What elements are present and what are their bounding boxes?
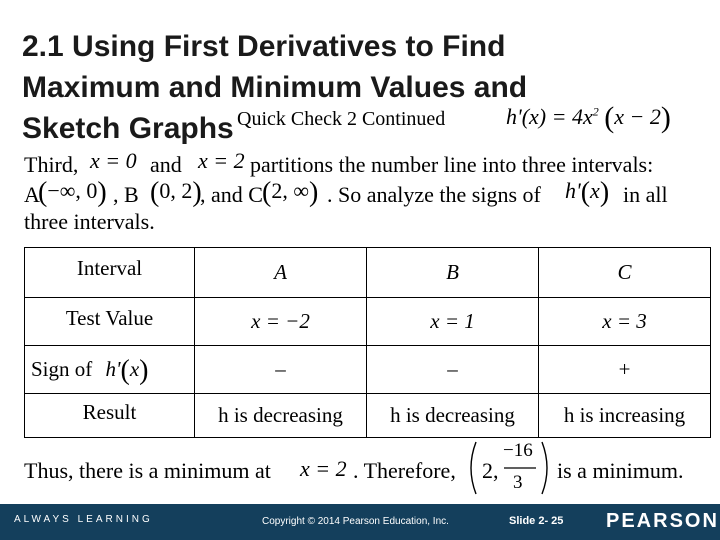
math-h-prime: h' bbox=[565, 178, 581, 203]
row-label-result: Result bbox=[25, 394, 195, 438]
table-row-sign bbox=[25, 346, 711, 394]
cell-result-a: h is decreasing bbox=[195, 394, 367, 438]
derivative-lhs: h'(x) = 4x bbox=[506, 104, 593, 129]
row-label-test-value: Test Value bbox=[25, 298, 195, 346]
cell-test-a: x = −2 bbox=[195, 298, 367, 346]
conclusion-thus: Thus, there is a minimum at bbox=[24, 458, 271, 483]
row-label-x: x bbox=[129, 357, 140, 381]
interval-c-value: 2, ∞ bbox=[271, 178, 310, 203]
conclusion-therefore: . Therefore, bbox=[353, 458, 456, 483]
cell-test-b: x = 1 bbox=[367, 298, 539, 346]
cell-interval-a: A bbox=[195, 248, 367, 298]
conclusion-is-a-minimum: is a minimum. bbox=[557, 458, 684, 483]
row-label-h-prime: h' bbox=[105, 357, 121, 381]
para-partitions: partitions the number line into three intervals: bbox=[250, 152, 654, 177]
interval-c: (2, ∞) bbox=[262, 177, 319, 208]
row-label-sign-text: Sign of bbox=[31, 357, 93, 381]
para-and: and bbox=[150, 152, 182, 177]
interval-a: (−∞, 0) bbox=[38, 177, 107, 208]
math-x: x bbox=[590, 178, 600, 203]
table-row-interval bbox=[25, 248, 711, 298]
para-analyze: . So analyze the signs of bbox=[327, 182, 541, 207]
para-third: Third, bbox=[24, 152, 79, 177]
derivative-exponent: 2 bbox=[592, 104, 599, 119]
title-line-1: 2.1 Using First Derivatives to Find bbox=[22, 30, 506, 63]
interval-a-value: −∞, 0 bbox=[47, 178, 98, 203]
cell-result-c: h is increasing bbox=[539, 394, 711, 438]
derivative-factor: x − 2 bbox=[614, 104, 661, 129]
slide-number: Slide 2- 25 bbox=[509, 515, 564, 527]
table-row-result bbox=[25, 394, 711, 438]
math-h-prime-x: h'(x) bbox=[565, 177, 610, 208]
quick-check-label: Quick Check 2 Continued bbox=[237, 108, 446, 130]
row-label-sign: Sign of h'(x) bbox=[25, 346, 195, 394]
cell-result-b: h is decreasing bbox=[367, 394, 539, 438]
footer-bar bbox=[0, 504, 720, 540]
pearson-logo: PEARSON bbox=[606, 510, 719, 532]
fraction-numerator: −16 bbox=[503, 440, 533, 461]
always-learning-tagline: ALWAYS LEARNING bbox=[14, 514, 153, 525]
copyright-notice: Copyright © 2014 Pearson Education, Inc. bbox=[262, 516, 449, 527]
para-three-intervals: three intervals. bbox=[24, 209, 155, 234]
para-b: , B bbox=[113, 182, 139, 207]
para-in-all: in all bbox=[623, 182, 668, 207]
title-line-2: Maximum and Minimum Values and bbox=[22, 71, 528, 104]
cell-interval-c: C bbox=[539, 248, 711, 298]
para-and-c: , and C bbox=[200, 182, 263, 207]
interval-b-value: 0, 2 bbox=[159, 178, 193, 203]
sign-chart-table bbox=[24, 247, 711, 438]
cell-interval-b: B bbox=[367, 248, 539, 298]
point-x-coordinate: 2, bbox=[482, 458, 499, 483]
cell-sign-c: + bbox=[539, 346, 711, 394]
para-a: A bbox=[24, 182, 40, 207]
math-x-equals-0: x = 0 bbox=[90, 148, 137, 173]
interval-b: (0, 2) bbox=[150, 177, 202, 208]
cell-sign-a: – bbox=[195, 346, 367, 394]
derivative-formula: $h'(x) = 4x^2$ (x − 2) bbox=[506, 101, 671, 134]
table-row-test-value bbox=[25, 298, 711, 346]
cell-test-c: x = 3 bbox=[539, 298, 711, 346]
cell-sign-b: – bbox=[367, 346, 539, 394]
conclusion-x-equals-2: x = 2 bbox=[300, 456, 347, 481]
math-x-equals-2: x = 2 bbox=[198, 148, 245, 173]
fraction-denominator: 3 bbox=[513, 472, 523, 493]
title-line-3: Sketch Graphs bbox=[22, 112, 234, 145]
row-label-interval: Interval bbox=[25, 248, 195, 298]
